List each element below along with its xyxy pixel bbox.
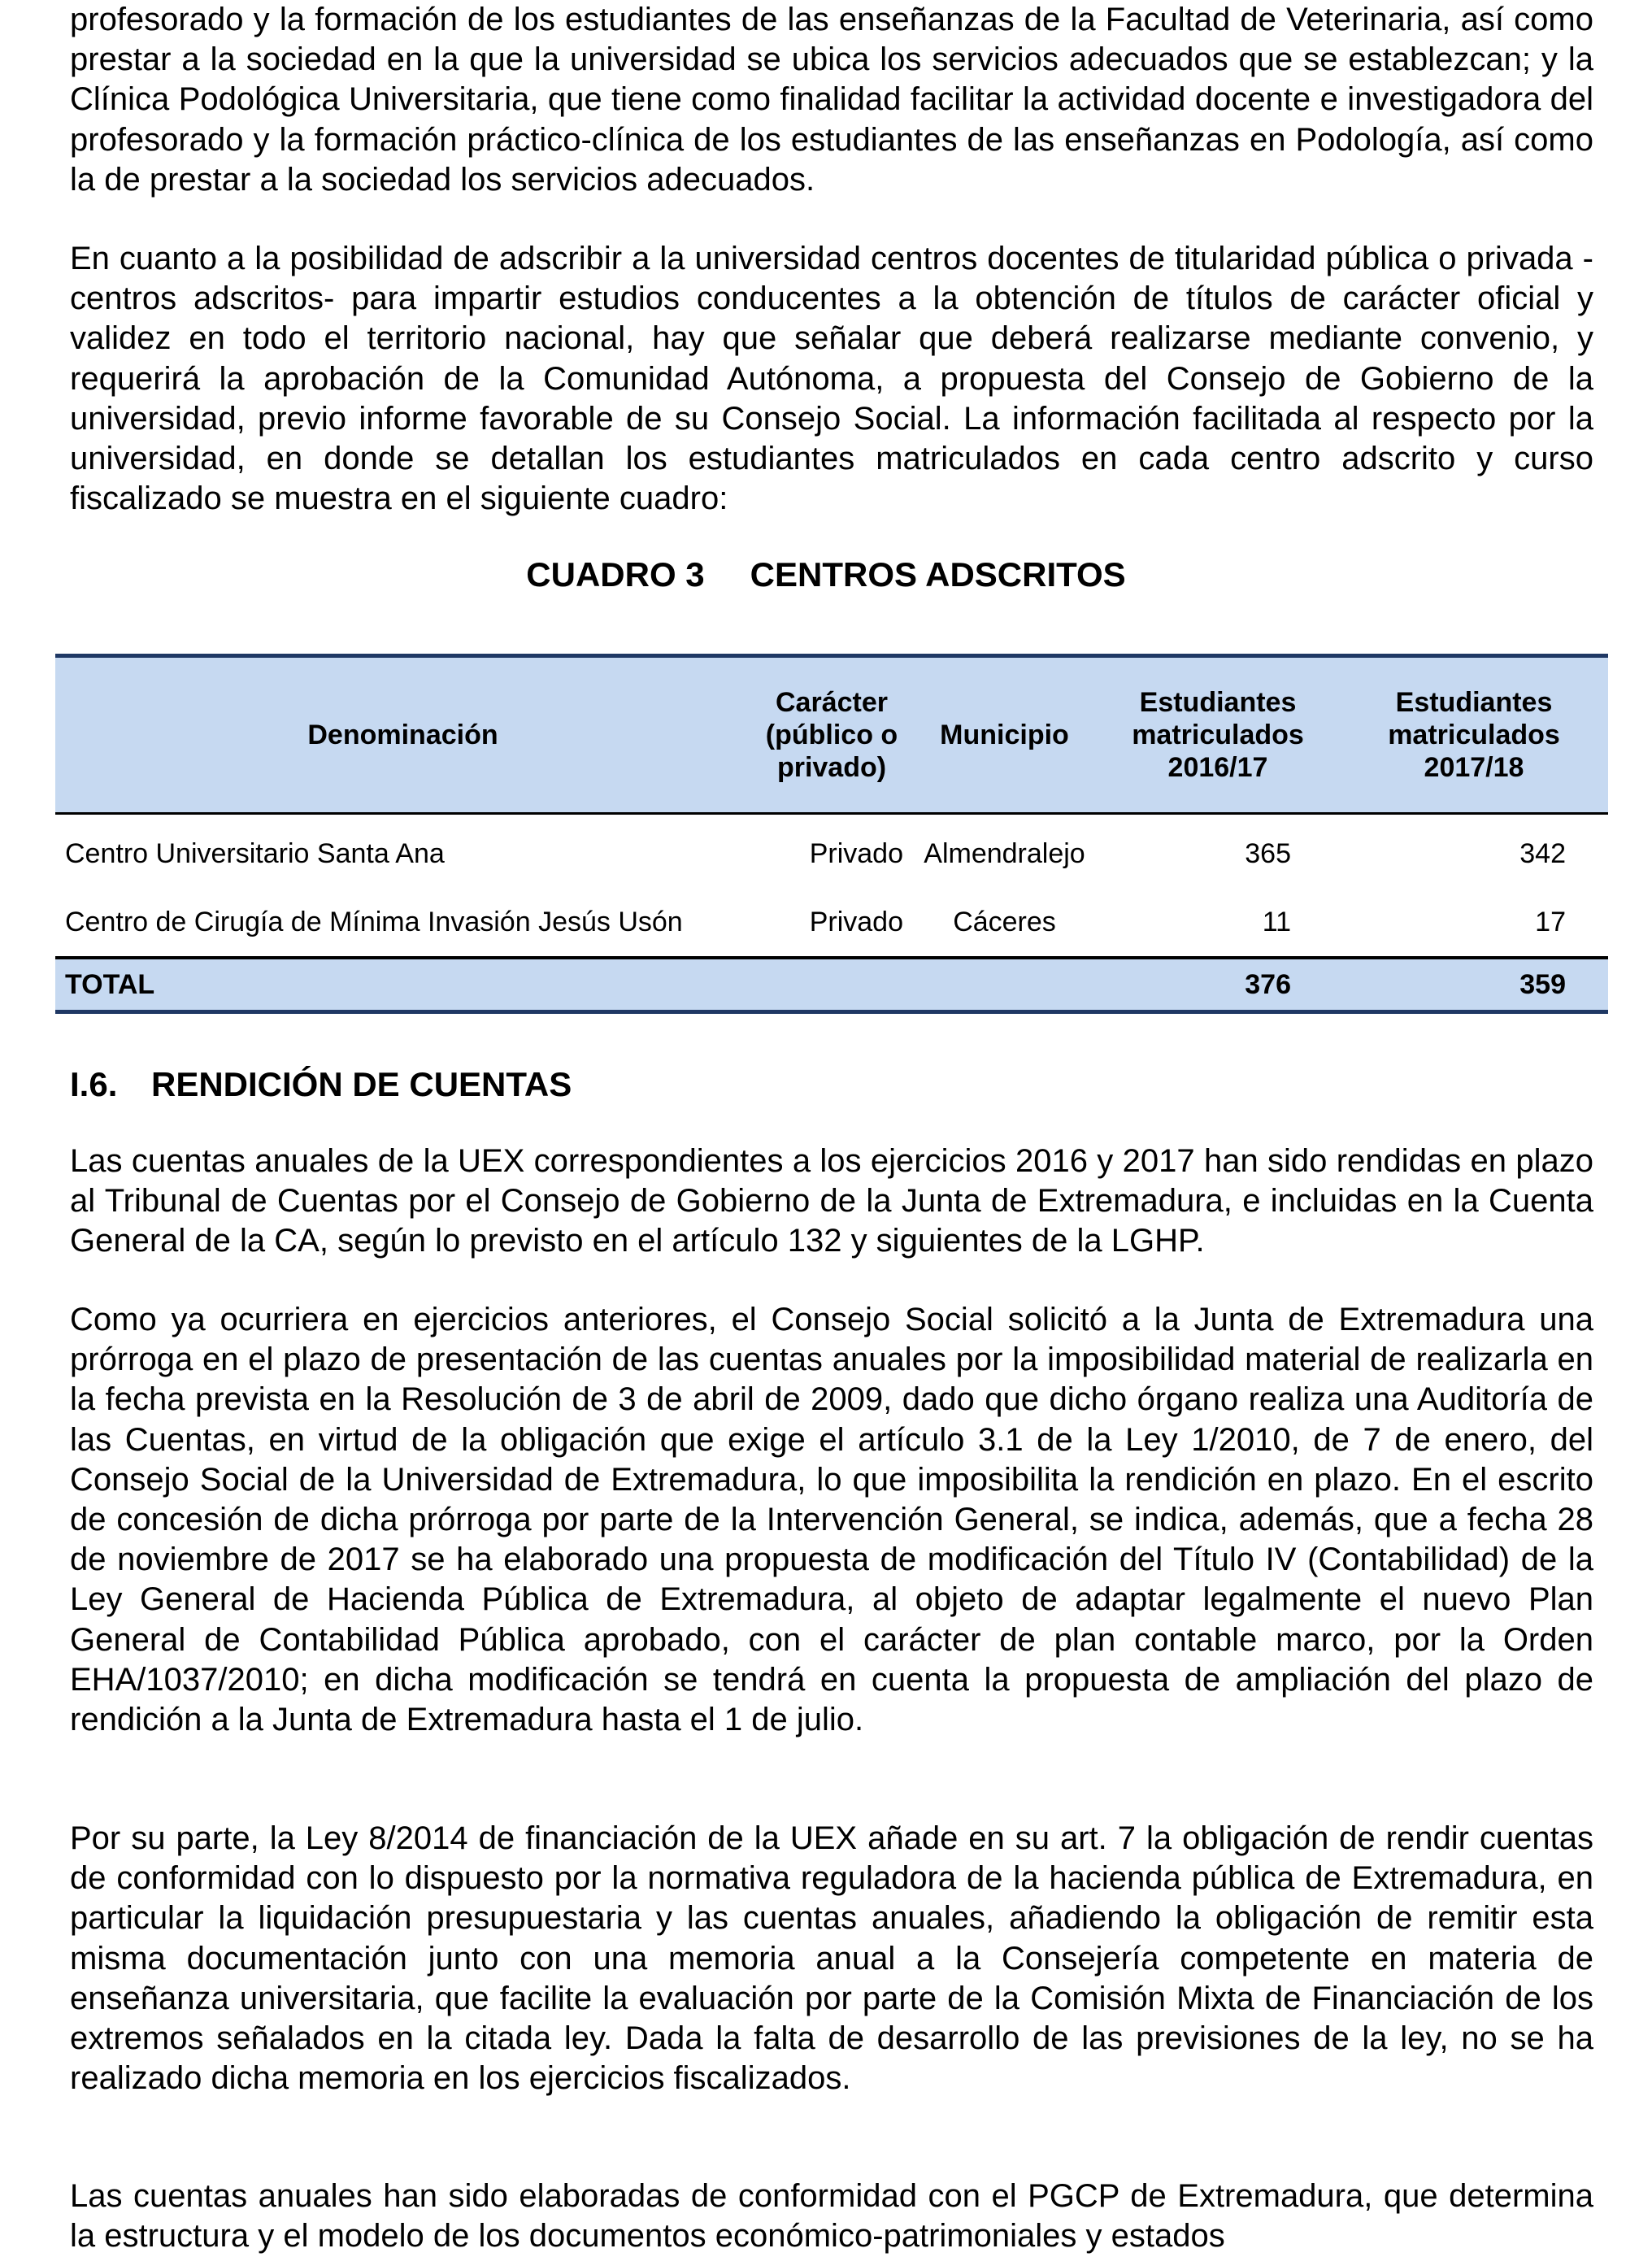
header-municipio: Municipio — [913, 656, 1096, 814]
table-caption-title: CENTROS ADSCRITOS — [750, 555, 1126, 594]
total-estudiantes-2016: 376 — [1096, 958, 1340, 1012]
cell-municipio: Almendralejo — [924, 837, 1085, 869]
centros-adscritos-table — [55, 654, 1608, 1014]
cell-caracter: Privado — [809, 906, 903, 937]
section-title: RENDICIÓN DE CUENTAS — [151, 1065, 572, 1103]
table-row — [55, 814, 1608, 889]
paragraph-ley-financiacion: Por su parte, la Ley 8/2014 de financiación de la UEX añade en su art. 7 la obligación de rendir cuentas de conformidad con lo dispuesto por la normativa reguladora de la hacienda pública de Extremadura, en particular la liquidación presupuestaria y las cuentas anuales, añadiendo la obligación de remitir esta misma documentación junto con una memoria anual a la Consejería competente en materia de enseñanza universitaria, que facilite la evaluación por parte de la Comisión Mixta de Financiación de los extremos señalados en la citada ley. Dada la falta de desarrollo de las previsiones de la ley, no se ha realizado dicha memoria en los ejercicios fiscalizados. — [70, 1820, 1593, 2097]
cell-caracter: Privado — [809, 837, 903, 869]
table-total-row — [55, 958, 1608, 1012]
paragraph-centros-adscritos: En cuanto a la posibilidad de adscribir a la universidad centros docentes de titularidad pública o privada -centros adscritos- para impartir estudios conducentes a la obtención de títulos de carácter oficial y validez en todo el territorio nacional, hay que señalar que deberá realizarse mediante convenio, y requerirá la aprobación de la Comunidad Autónoma, a propuesta del Consejo de Gobierno de la universidad, previo informe favorable de su Consejo Social. La información facilitada al respecto por la universidad, en donde se detallan los estudiantes matriculados en cada centro adscrito y curso fiscalizado se muestra en el siguiente cuadro: — [70, 241, 1593, 517]
header-denominacion: Denominación — [55, 656, 750, 814]
table-caption — [0, 555, 1652, 594]
cell-denominacion: Centro de Cirugía de Mínima Invasión Jesús Usón — [65, 906, 683, 937]
paragraph-prorroga: Como ya ocurriera en ejercicios anteriores, el Consejo Social solicitó a la Junta de Extremadura una prórroga en el plazo de presentación de las cuentas anuales por la imposibilidad material de realizarla en la fecha prevista en la Resolución de 3 de abril de 2009, dado que dicho órgano realiza una Auditoría de las Cuentas, en virtud de la obligación que exige el artículo 3.1 de la Ley 1/2010, de 7 de enero, del Consejo Social de la Universidad de Extremadura, lo que imposibilita la rendición en plazo. En el escrito de concesión de dicha prórroga por parte de la Intervención General, se indica, además, que a fecha 28 de noviembre de 2017 se ha elaborado una propuesta de modificación del Título IV (Contabilidad) de la Ley General de Hacienda Pública de Extremadura, al objeto de adaptar legalmente el nuevo Plan General de Contabilidad Pública aprobado, con el carácter de plan contable marco, por la Orden EHA/1037/2010; en dicha modificación se tendrá en cuenta la propuesta de ampliación del plazo de rendición a la Junta de Extremadura hasta el 1 de julio. — [70, 1302, 1593, 1738]
cell-municipio: Cáceres — [953, 906, 1056, 937]
cell-estudiantes-2016: 365 — [1245, 837, 1291, 869]
total-empty-caracter — [750, 958, 913, 1012]
table-caption-number: CUADRO 3 — [526, 555, 705, 594]
paragraph-pgcp: Las cuentas anuales han sido elaboradas de conformidad con el PGCP de Extremadura, que determina la estructura y el modelo de los documentos económico-patrimoniales y estados — [70, 2178, 1593, 2255]
paragraph-rendicion-plazo: Las cuentas anuales de la UEX correspondientes a los ejercicios 2016 y 2017 han sido rendidas en plazo al Tribunal de Cuentas por el Consejo de Gobierno de la Junta de Extremadura, e incluidas en la Cuenta General de la CA, según lo previsto en el artículo 132 y siguientes de la LGHP. — [70, 1143, 1593, 1259]
table-row — [55, 888, 1608, 958]
total-label: TOTAL — [55, 958, 750, 1012]
cell-denominacion: Centro Universitario Santa Ana — [65, 837, 445, 869]
header-caracter: Carácter (público o privado) — [750, 656, 913, 814]
section-number: I.6. — [70, 1065, 118, 1103]
header-estudiantes-2016: Estudiantes matriculados 2016/17 — [1096, 656, 1340, 814]
paragraph-facultad-veterinaria: profesorado y la formación de los estudiantes de las enseñanzas de la Facultad de Veterinaria, así como prestar a la sociedad en la que la universidad se ubica los servicios adecuados que se establezcan; y la Clínica Podológica Universitaria, que tiene como finalidad facilitar la actividad docente e investigadora del profesorado y la formación práctico-clínica de los estudiantes de las enseñanzas en Podología, así como la de prestar a la sociedad los servicios adecuados. — [70, 2, 1593, 198]
section-heading — [70, 1065, 572, 1104]
cell-estudiantes-2016: 11 — [1262, 906, 1291, 937]
table-header-row — [55, 656, 1608, 814]
total-estudiantes-2017: 359 — [1340, 958, 1608, 1012]
cell-estudiantes-2017: 342 — [1519, 837, 1566, 869]
total-empty-municipio — [913, 958, 1096, 1012]
header-estudiantes-2017: Estudiantes matriculados 2017/18 — [1340, 656, 1608, 814]
cell-estudiantes-2017: 17 — [1535, 906, 1566, 937]
